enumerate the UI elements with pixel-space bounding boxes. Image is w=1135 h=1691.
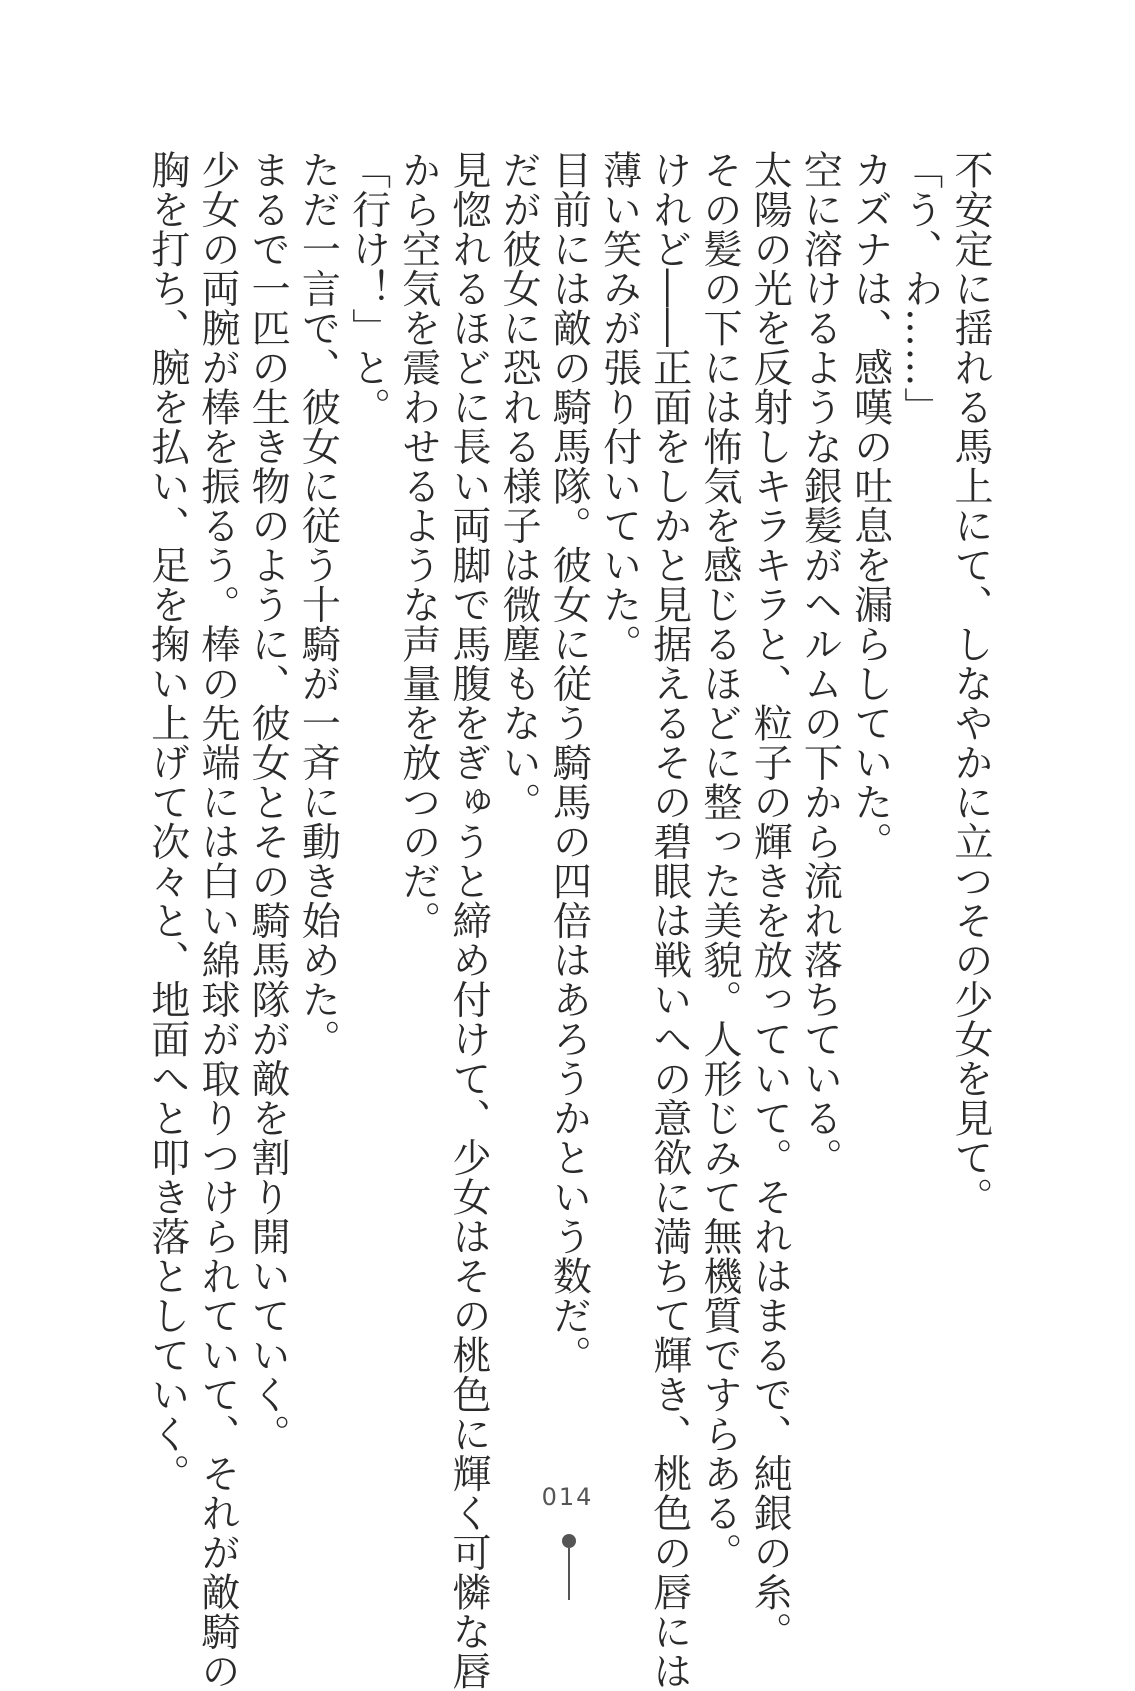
text-line-12: から空気を震わせるような声量を放つのだ。 [395,150,441,940]
text-line-8: 薄い笑みが張り付いていた。 [596,150,642,664]
text-line-4: 空に溶けるような銀髪がヘルムの下から流れ落ちている。 [797,150,843,1177]
text-line-11: 見惚れるほどに長い両脚で馬腹をぎゅうと締め付けて、少女はその桃色に輝く可憐な唇 [445,150,491,1691]
text-line-13: 「行け！」と。 [345,150,391,427]
text-line-14: ただ一言で、彼女に従う十騎が一斉に動き始めた。 [295,150,341,1059]
text-line-1: 不安定に揺れる馬上にて、しなやかに立つその少女を見て。 [948,150,993,1217]
marker-dot [562,1534,576,1548]
text-line-15: まるで一匹の生き物のように、彼女とその騎馬隊が敵を割り開いていく。 [245,150,291,1454]
marker-line [568,1548,570,1600]
text-line-9: 目前には敵の騎馬隊。彼女に従う騎馬の四倍はあろうかという数だ。 [546,150,592,1375]
text-line-10: だが彼女に恐れる様子は微塵もない。 [496,150,542,822]
text-line-17: 胸を打ち、腕を払い、足を掬い上げて次々と、地面へと叩き落としていく。 [144,150,190,1493]
text-line-3: カズナは、感嘆の吐息を漏らしていた。 [847,150,893,861]
text-line-6: その髪の下には怖気を感じるほどに整った美貌。人形じみて無機質ですらある。 [696,150,742,1572]
text-line-7: けれど――正面をしかと見据えるその碧眼は戦いへの意欲に満ちて輝き、桃色の唇には [646,150,692,1691]
page-number: 014 [541,1483,594,1511]
text-line-2: 「う、わ……」 [897,150,943,427]
text-line-16: 少女の両腕が棒を振るう。棒の先端には白い綿球が取りつけられていて、それが敵騎の [194,150,240,1691]
text-line-5: 太陽の光を反射しキラキラと、粒子の輝きを放っていて。それはまるで、純銀の糸。 [747,150,793,1651]
page-marker-icon [562,1534,576,1600]
